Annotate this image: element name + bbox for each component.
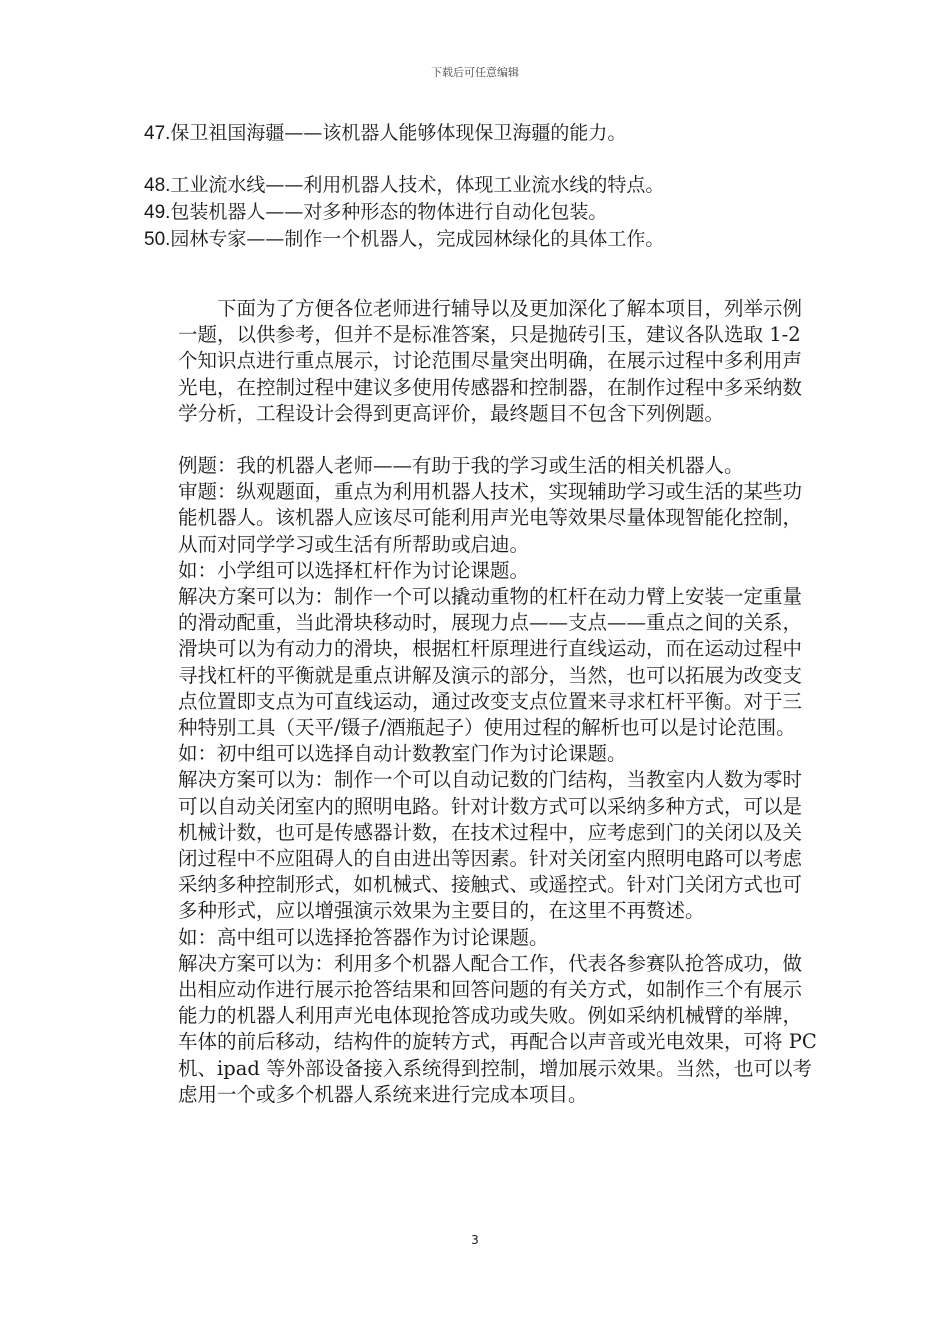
list-item-text: 保卫祖国海疆——该机器人能够体现保卫海疆的能力。 [170, 122, 627, 144]
list-item-number: 50. [144, 229, 171, 250]
list-item-number: 47. [144, 123, 171, 144]
primary-topic: 如：小学组可以选择杠杆作为讨论课题。 [178, 558, 530, 582]
junior-solution: 解决方案可以为：制作一个可以自动记数的门结构，当教室内人数为零时可以自动关闭室内的照明电路。针对计数方式可以采纳多种方式，可以是机械计数，也可是传感器计数，在技术过程中，应考虑到门的关闭以及关闭过程中不应阻碍人的自由进出等因素。针对关闭室内照明电路可以考虑采纳多种控制形式，如机械式、接触式、或遥控式。针对门关闭方式也可多种形式，应以增强演示效果为主要目的，在这里不再赘述。 [178, 768, 803, 923]
list-item [144, 199, 824, 226]
intro-paragraph: 下面为了方便各位老师进行辅导以及更加深化了解本项目，列举示例一题，以供参考，但并不是标准答案，只是抛砖引玉，建议各队选取 1-2 个知识点进行重点展示，讨论范围尽量突出明确，在展示过程中多利用声光电，在控制过程中建议多使用传感器和控制器，在制作过程中多采纳数学分析，工程设计会得到更高评价，最终题目不包含下列例题。 [178, 297, 803, 425]
junior-topic: 如：初中组可以选择自动计数教室门作为讨论课题。 [178, 742, 627, 766]
list-item-text: 包装机器人——对多种形态的物体进行自动化包装。 [170, 201, 608, 223]
page-number: 3 [471, 1233, 479, 1247]
list-item [144, 172, 824, 199]
list-item-text: 工业流水线——利用机器人技术，体现工业流水线的特点。 [170, 174, 665, 196]
senior-topic: 如：高中组可以选择抢答器作为讨论课题。 [178, 925, 549, 949]
review-paragraph: 审题：纵观题面，重点为利用机器人技术，实现辅助学习或生活的某些功能机器人。该机器人应该尽可能利用声光电等效果尽量体现智能化控制，从而对同学学习或生活有所帮助或启迪。 [178, 480, 803, 556]
list-item-number: 49. [144, 202, 171, 223]
list-item-text: 园林专家——制作一个机器人，完成园林绿化的具体工作。 [170, 228, 665, 250]
list-item-number: 48. [144, 175, 171, 196]
page-header: 下载后可任意编辑 [431, 66, 519, 79]
senior-solution: 解决方案可以为：利用多个机器人配合工作，代表各参赛队抢答成功，做出相应动作进行展示抢答结果和回答问题的有关方式，如制作三个有展示能力的机器人利用声光电体现抢答成功或失败。例如采纳机械臂的举牌，车体的前后移动，结构件的旋转方式，再配合以声音或光电效果，可将 PC 机、ipad 等外部设备接入系统得到控制，增加展示效果。当然，也可以考虑用一个或多个机器人系统来进行完成本项目。 [178, 951, 817, 1106]
example-title: 例题：我的机器人老师——有助于我的学习或生活的相关机器人。 [178, 454, 744, 478]
primary-solution: 解决方案可以为：制作一个可以撬动重物的杠杆在动力臂上安装一定重量的滑动配重，当此滑块移动时，展现力点——支点——重点之间的关系，滑块可以为有动力的滑块，根据杠杆原理进行直线运动，而在运动过程中寻找杠杆的平衡就是重点讲解及演示的部分，当然，也可以拓展为改变支点位置即支点为可直线运动，通过改变支点位置来寻求杠杆平衡。对于三种特别工具（天平/镊子/酒瓶起子）使用过程的解析也可以是讨论范围。 [178, 585, 803, 740]
list-item [144, 226, 824, 253]
list-item [144, 120, 824, 147]
body-text [178, 296, 818, 1108]
topic-list [144, 120, 824, 253]
